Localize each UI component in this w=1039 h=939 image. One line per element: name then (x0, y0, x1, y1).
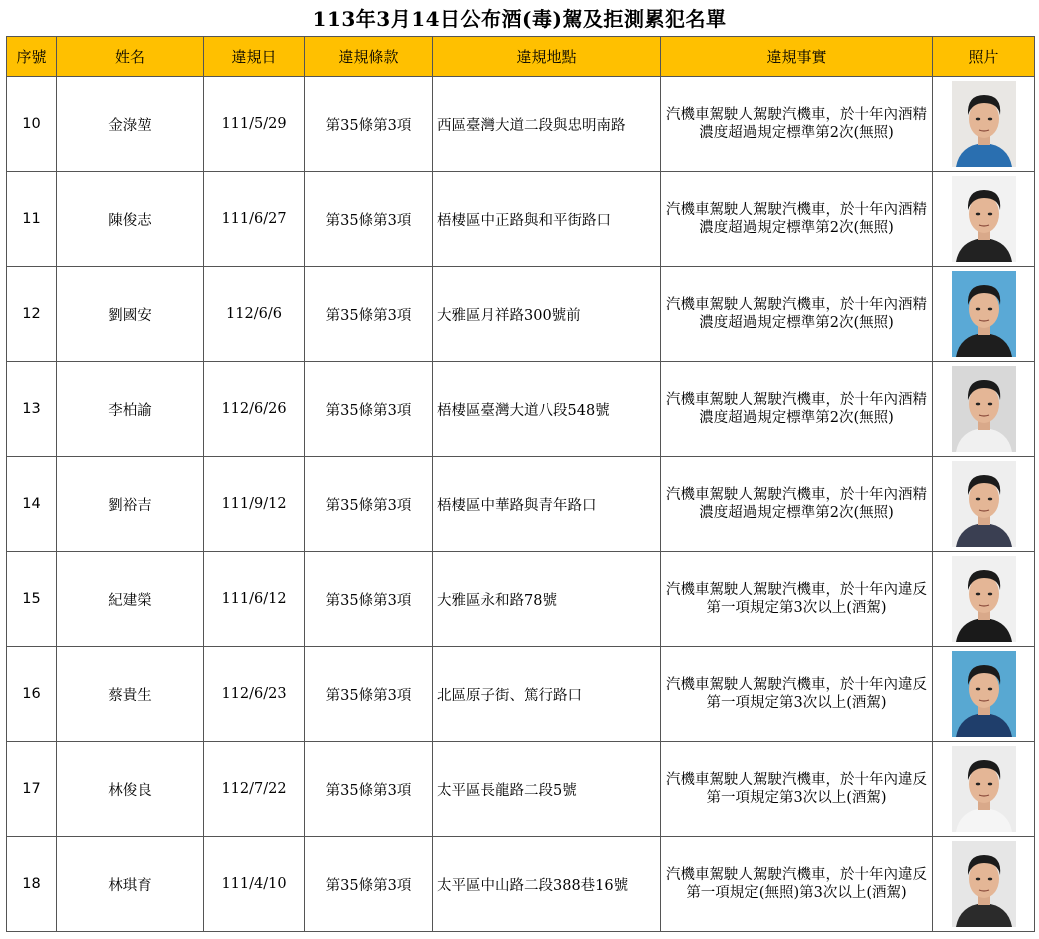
row-number: 16 (7, 647, 57, 742)
row-photo (933, 362, 1035, 457)
row-photo (933, 172, 1035, 267)
table-row (7, 647, 1035, 742)
row-name: 陳俊志 (57, 172, 204, 267)
table-row (7, 172, 1035, 267)
portrait-photo (952, 366, 1016, 452)
row-location: 太平區長龍路二段5號 (433, 742, 661, 837)
row-location: 西區臺灣大道二段與忠明南路 (433, 77, 661, 172)
row-clause: 第35條第3項 (305, 552, 433, 647)
header-no: 序號 (7, 37, 57, 77)
row-number: 10 (7, 77, 57, 172)
table-row (7, 457, 1035, 552)
row-number: 13 (7, 362, 57, 457)
portrait-photo (952, 176, 1016, 262)
row-fact: 汽機車駕駛人駕駛汽機車，於十年內違反第一項規定第3次以上(酒駕) (661, 742, 933, 837)
row-name: 劉國安 (57, 267, 204, 362)
row-clause: 第35條第3項 (305, 457, 433, 552)
header-clause: 違規條款 (305, 37, 433, 77)
row-number: 11 (7, 172, 57, 267)
table-row (7, 837, 1035, 932)
row-location: 梧棲區臺灣大道八段548號 (433, 362, 661, 457)
row-clause: 第35條第3項 (305, 172, 433, 267)
table-row (7, 77, 1035, 172)
row-location: 大雅區永和路78號 (433, 552, 661, 647)
row-date: 111/4/10 (204, 837, 305, 932)
row-name: 蔡貴生 (57, 647, 204, 742)
header-date: 違規日 (204, 37, 305, 77)
row-number: 15 (7, 552, 57, 647)
row-location: 太平區中山路二段388巷16號 (433, 837, 661, 932)
table-row (7, 742, 1035, 837)
row-clause: 第35條第3項 (305, 267, 433, 362)
row-date: 111/6/27 (204, 172, 305, 267)
row-date: 112/6/26 (204, 362, 305, 457)
row-fact: 汽機車駕駛人駕駛汽機車，於十年內酒精濃度超過規定標準第2次(無照) (661, 172, 933, 267)
row-location: 北區原子街、篤行路口 (433, 647, 661, 742)
row-name: 李柏諭 (57, 362, 204, 457)
row-clause: 第35條第3項 (305, 837, 433, 932)
row-number: 17 (7, 742, 57, 837)
table-row (7, 267, 1035, 362)
portrait-photo (952, 651, 1016, 737)
row-location: 大雅區月祥路300號前 (433, 267, 661, 362)
row-name: 金淥堃 (57, 77, 204, 172)
portrait-photo (952, 461, 1016, 547)
header-name: 姓名 (57, 37, 204, 77)
row-fact: 汽機車駕駛人駕駛汽機車，於十年內違反第一項規定(無照)第3次以上(酒駕) (661, 837, 933, 932)
row-name: 紀建榮 (57, 552, 204, 647)
row-name: 林俊良 (57, 742, 204, 837)
row-date: 112/6/6 (204, 267, 305, 362)
row-photo (933, 647, 1035, 742)
row-fact: 汽機車駕駛人駕駛汽機車，於十年內違反第一項規定第3次以上(酒駕) (661, 647, 933, 742)
row-date: 112/6/23 (204, 647, 305, 742)
row-location: 梧棲區中正路與和平街路口 (433, 172, 661, 267)
portrait-photo (952, 271, 1016, 357)
table-row (7, 362, 1035, 457)
row-photo (933, 267, 1035, 362)
row-location: 梧棲區中華路與青年路口 (433, 457, 661, 552)
row-fact: 汽機車駕駛人駕駛汽機車，於十年內酒精濃度超過規定標準第2次(無照) (661, 77, 933, 172)
row-number: 18 (7, 837, 57, 932)
page-title: 113年3月14日公布酒(毒)駕及拒測累犯名單 (312, 7, 727, 31)
row-clause: 第35條第3項 (305, 742, 433, 837)
row-name: 劉裕吉 (57, 457, 204, 552)
header-location: 違規地點 (433, 37, 661, 77)
row-photo (933, 457, 1035, 552)
header-fact: 違規事實 (661, 37, 933, 77)
table-row (7, 552, 1035, 647)
row-number: 12 (7, 267, 57, 362)
row-photo (933, 552, 1035, 647)
offender-table (6, 36, 1035, 932)
row-fact: 汽機車駕駛人駕駛汽機車，於十年內酒精濃度超過規定標準第2次(無照) (661, 457, 933, 552)
portrait-photo (952, 746, 1016, 832)
header-photo: 照片 (933, 37, 1035, 77)
row-fact: 汽機車駕駛人駕駛汽機車，於十年內酒精濃度超過規定標準第2次(無照) (661, 362, 933, 457)
row-clause: 第35條第3項 (305, 362, 433, 457)
header-row (7, 37, 1035, 77)
row-clause: 第35條第3項 (305, 647, 433, 742)
row-number: 14 (7, 457, 57, 552)
row-date: 111/9/12 (204, 457, 305, 552)
portrait-photo (952, 841, 1016, 927)
row-photo (933, 837, 1035, 932)
row-date: 111/6/12 (204, 552, 305, 647)
row-date: 112/7/22 (204, 742, 305, 837)
row-fact: 汽機車駕駛人駕駛汽機車，於十年內酒精濃度超過規定標準第2次(無照) (661, 267, 933, 362)
row-date: 111/5/29 (204, 77, 305, 172)
row-fact: 汽機車駕駛人駕駛汽機車，於十年內違反第一項規定第3次以上(酒駕) (661, 552, 933, 647)
row-clause: 第35條第3項 (305, 77, 433, 172)
portrait-photo (952, 556, 1016, 642)
portrait-photo (952, 81, 1016, 167)
row-photo (933, 742, 1035, 837)
row-photo (933, 77, 1035, 172)
row-name: 林琪育 (57, 837, 204, 932)
